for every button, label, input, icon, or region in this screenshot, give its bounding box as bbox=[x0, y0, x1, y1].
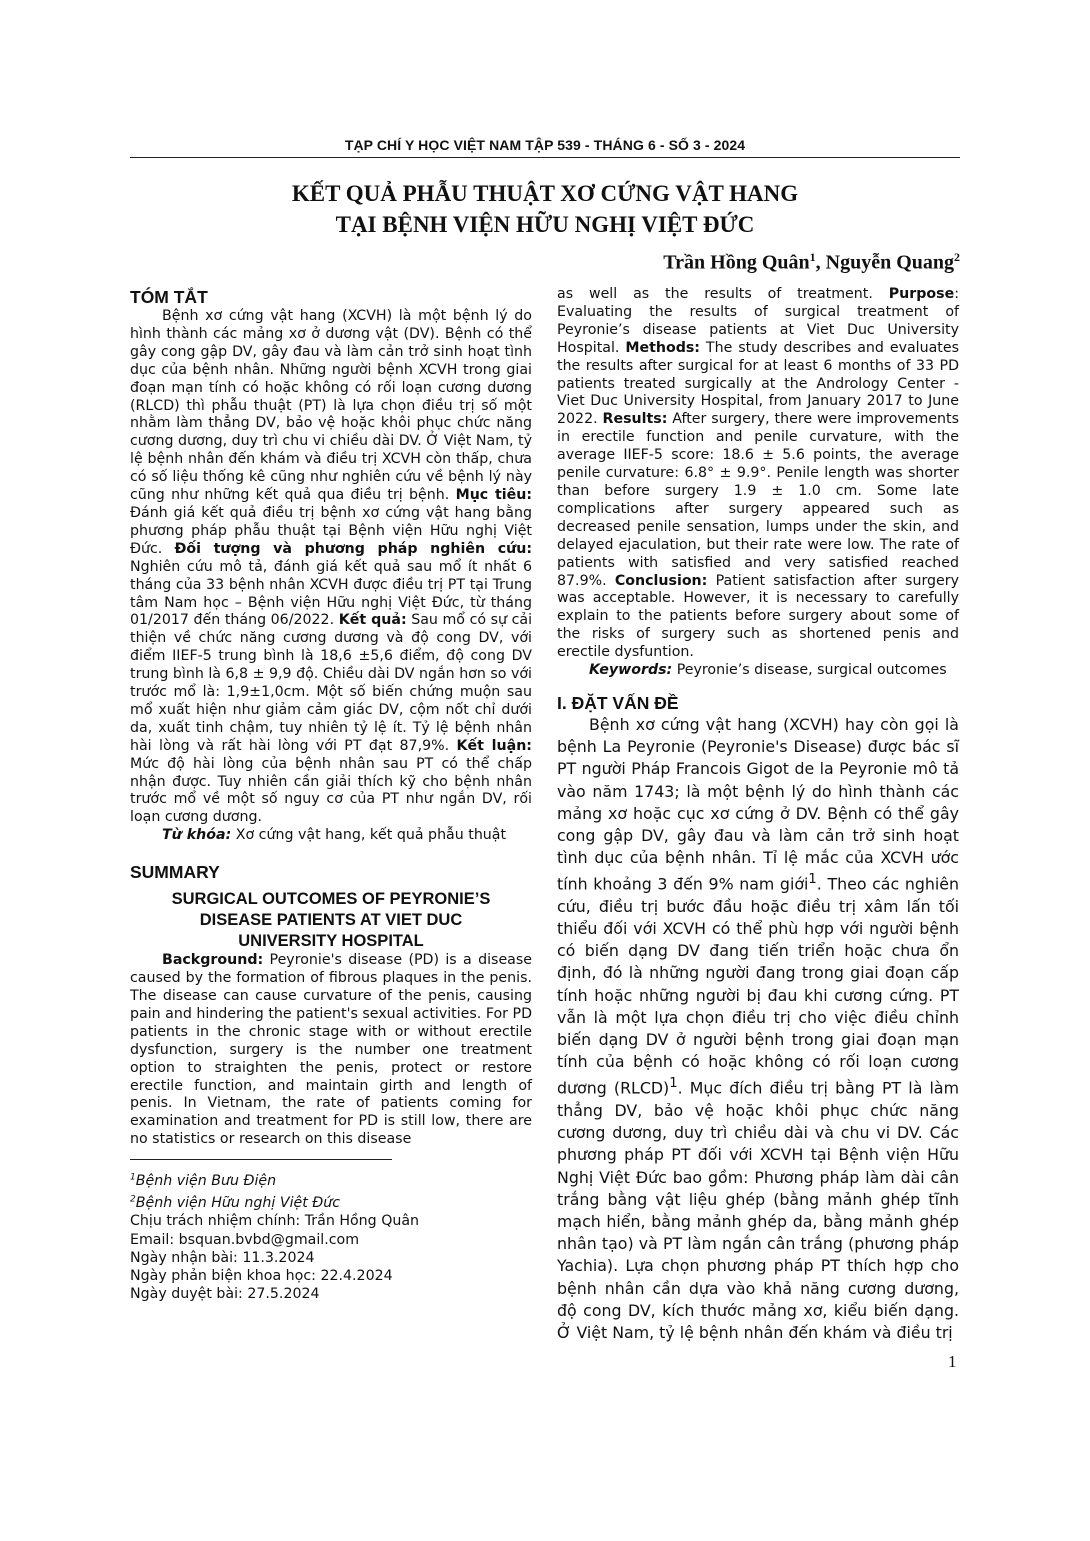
reference-2: 1 bbox=[669, 1076, 678, 1092]
purpose-text: : Evaluating the results of surgical treatment of Peyronie’s disease patients at Viet Duc University Hospital. bbox=[557, 286, 959, 356]
affiliation-2 bbox=[130, 1190, 532, 1212]
conclusion-text-en: Patient satisfaction after surgery was acceptable. However, it is necessary to carefully explain to the patients before surgery about some of the risks of surgery such as shortened penis and erectile dysfuntion. bbox=[557, 572, 959, 661]
abstract-en-paragraph-continued bbox=[557, 286, 959, 662]
affiliation-1 bbox=[130, 1168, 532, 1190]
affiliation-1-text: Bệnh viện Bưu Điện bbox=[135, 1172, 277, 1189]
author-2-affiliation-mark: 2 bbox=[954, 250, 960, 264]
english-title bbox=[130, 889, 532, 952]
keywords-vi-text: Xơ cứng vật hang, kết quả phẫu thuật bbox=[235, 827, 507, 844]
title-line-1: KẾT QUẢ PHẪU THUẬT XƠ CỨNG VẬT HANG bbox=[291, 181, 799, 206]
english-title-line-2: DISEASE PATIENTS AT VIET DUC bbox=[199, 911, 463, 930]
objective-label: Mục tiêu: bbox=[455, 487, 532, 504]
methods-label-vi: Đối tượng và phương pháp nghiên cứu: bbox=[174, 540, 532, 557]
introduction-heading: I. ĐẶT VẤN ĐỀ bbox=[557, 692, 679, 713]
accepted-date: Ngày duyệt bài: 27.5.2024 bbox=[130, 1286, 320, 1303]
affiliation-1-mark: 1 bbox=[130, 1172, 136, 1183]
introduction-text-3: . Mục đích điều trị bằng PT là làm thẳng DV, bảo vệ hoặc khôi phục chức năng cương dương, duy trì chiều dài và chu vi DV. Các phương pháp PT đối với XCVH tại Bệnh viện Hữu Nghị Việt Đức bao gồm: Phương pháp làm dài cân trắng bằng vật liệu ghép (bằng mảnh ghép tĩnh mạch hiển, bằng mảnh ghép da, bằng mảnh ghép nhân tạo) và PT làm ngắn cân trắng (phương pháp Yachia). Lựa chọn phương pháp PT thích hợp cho bệnh nhân cần dựa vào khả năng cương dương, độ cong DV, kích thước mảng xơ, kiểu biến dạng. Ở Việt Nam, tỷ lệ bệnh nhân đến khám và điều trị bbox=[557, 1078, 959, 1342]
abstract-en-paragraph-start bbox=[130, 952, 532, 1149]
results-text-en: After surgery, there were improvements in erectile function and penile curvature, with the average IIEF-5 score: 18.6 ± 5.6 points, the average penile curvature: 6.8° ± 9.9°. Penile length was shorter than before surgery 1.9 ± 1.0 cm. Some late complications after surgery appeared such as decreased penile sensation, lumps under the skin, and delayed ejaculation, but their rate were low. The rate of patients with satisfied and very satisfied reached 87.9%. bbox=[557, 411, 959, 589]
purpose-label: Purpose bbox=[888, 286, 955, 302]
keywords-vi-label: Từ khóa: bbox=[162, 827, 232, 844]
received-date: Ngày nhận bài: 11.3.2024 bbox=[130, 1249, 315, 1266]
abstract-vi-intro: Bệnh xơ cứng vật hang (XCVH) là một bệnh lý do hình thành các mảng xơ ở dương vật (DV). Bệnh có thể gây cong gập DV, gây đau và làm cản trở sinh hoạt tình dục của bệnh nhân. Những người bệnh XCVH trong giai đoạn mạn tính có hoặc không có rối loạn cương dương (RLCD) thì phẫu thuật (PT) là lựa chọn điều trị số một nhằm làm thẳng DV, bảo vệ hoặc khôi phục chức năng cương dương, duy trì chu vi chiều dài DV. Ở Việt Nam, tỷ lệ bệnh nhân đến khám và điều trị XCVH còn thấp, chưa có số liệu thống kê cũng như nghiên cứu về bệnh lý này cũng như những kết quả qua điều trị bệnh. bbox=[130, 308, 532, 504]
objective-text: Đánh giá kết quả điều trị bệnh xơ cứng vật hang bằng phương pháp phẫu thuật tại Bệnh viện Hữu nghị Việt Đức. bbox=[130, 504, 532, 557]
results-label-vi: Kết quả: bbox=[338, 612, 407, 629]
author-separator: , bbox=[815, 251, 826, 274]
corresponding-author: Chịu trách nhiệm chính: Trần Hồng Quân bbox=[130, 1213, 420, 1230]
introduction-text-2: . Theo các nghiên cứu, điều trị bước đầu hoặc điều trị xâm lấn tối thiểu đối với XCVH có thể phù hợp với người bệnh có biến dạng DV đang tiến triển hoặc chưa ổn định, đó là những người đang trong giai đoạn cấp tính hoặc những người bị đau khi cương cứng. PT vẫn là một lựa chọn điều trị cho việc điều chỉnh biến dạng DV ở người bệnh trong giai đoạn mạn tính của bệnh có hoặc không có rối loạn cương dương (RLCD) bbox=[557, 874, 959, 1098]
background-label: Background: bbox=[162, 952, 264, 969]
english-title-line-1: SURGICAL OUTCOMES OF PEYRONIE’S bbox=[171, 890, 491, 909]
reference-1: 1 bbox=[808, 872, 817, 888]
results-text-vi: Sau mổ có sự cải thiện về chức năng cương dương và độ cong DV, với điểm IIEF-5 trung bình là 18,6 ±5,6 điểm, độ cong DV trung bình là 6,8 ± 9,9 độ. Chiều dài DV ngắn hơn so với trước mổ là: 1,9±1,0cm. Một số biến chứng muộn sau mổ xuất hiện như giảm cảm giác DV, cộm nốt chỉ dưới da, xuất tinh chậm, tuy nhiên tỷ lệ ít. Tỷ lệ bệnh nhân hài lòng và rất hài lòng với PT đạt 87,9%. bbox=[130, 612, 533, 754]
footnote-rule bbox=[130, 1159, 392, 1160]
running-header: TẠP CHÍ Y HỌC VIỆT NAM TẬP 539 - THÁNG 6 - SỐ 3 - 2024 bbox=[344, 137, 746, 153]
conclusion-label-vi: Kết luận: bbox=[456, 737, 532, 754]
email-line: Email: bsquan.bvbd@gmail.com bbox=[130, 1231, 360, 1248]
methods-text-vi: Nghiên cứu mô tả, đánh giá kết quả sau mổ ít nhất 6 tháng của 33 bệnh nhân XCVH được điều trị PT tại Trung tâm Nam học – Bệnh viện Hữu nghị Việt Đức, từ tháng 01/2017 đến tháng 06/2022. bbox=[130, 558, 532, 629]
article-title bbox=[130, 178, 960, 240]
methods-text-en: The study describes and evaluates the results after surgical for at least 6 months of 33 PD patients treated surgically at the Andrology Center - Viet Duc University Hospital, from January 2017 to June 2022. bbox=[557, 339, 959, 428]
introduction-paragraph bbox=[557, 714, 959, 1344]
conclusion-label-en: Conclusion: bbox=[614, 572, 708, 589]
keywords-en-label: Keywords: bbox=[589, 662, 673, 679]
abstract-en-heading: SUMMARY bbox=[130, 862, 220, 883]
conclusion-text-vi: Mức độ hài lòng của bệnh nhân sau PT có thể chấp nhận được. Tuy nhiên cần giải thích kỹ cho bệnh nhân trước mổ về một số nguy cơ của PT như ngắn DV, rối loạn cương dương. bbox=[130, 755, 532, 826]
results-label-en: Results: bbox=[602, 411, 668, 428]
background-text-right: as well as the results of treatment. bbox=[557, 286, 873, 302]
abstract-vi-heading: TÓM TẮT bbox=[130, 287, 208, 307]
author-2: Nguyễn Quang bbox=[825, 251, 954, 274]
keywords-en-text: Peyronie’s disease, surgical outcomes bbox=[676, 662, 947, 679]
introduction-text-1: Bệnh xơ cứng vật hang (XCVH) hay còn gọi là bệnh La Peyronie (Peyronie's Disease) được bác sĩ PT người Pháp Francois Gigot de la Peyronie mô tả vào năm 1743; là một bệnh lý do hình thành các mảng xơ hoặc cục xơ cứng ở DV. Bệnh có thể gây cong gập DV, gây đau và làm cản trở sinh hoạt tình dục của bệnh nhân. Tỉ lệ mắc của XCVH ước tính khoảng 3 đến 9% nam giới bbox=[557, 714, 959, 894]
left-column bbox=[130, 286, 532, 1304]
title-line-2: TẠI BỆNH VIỆN HỮU NGHỊ VIỆT ĐỨC bbox=[335, 212, 755, 237]
abstract-vi-paragraph bbox=[130, 308, 532, 827]
keywords-en bbox=[557, 662, 959, 680]
footnotes bbox=[130, 1168, 532, 1304]
review-date: Ngày phản biện khoa học: 22.4.2024 bbox=[130, 1268, 393, 1285]
header-rule bbox=[130, 157, 960, 158]
keywords-vi bbox=[130, 827, 532, 845]
english-title-line-3: UNIVERSITY HOSPITAL bbox=[238, 932, 424, 951]
author-1: Trần Hồng Quân bbox=[663, 251, 810, 274]
page-number: 1 bbox=[948, 1352, 957, 1371]
background-text-left: Peyronie's disease (PD) is a disease caused by the formation of fibrous plaques in the penis. The disease can cause curvature of the penis, causing pain and hindering the patient's sexual activities. For PD patients in the chronic stage with or without erectile dysfunction, surgery is the number one treatment option to straighten the penis, protect or restore erectile function, and maintain girth and length of penis. In Vietnam, the rate of patients coming for examination and treatment for PD is still low, there are no statistics or research on this disease bbox=[130, 952, 532, 1148]
right-column bbox=[557, 286, 959, 1344]
affiliation-2-mark: 2 bbox=[130, 1194, 136, 1205]
methods-label-en: Methods: bbox=[625, 339, 700, 356]
affiliation-2-text: Bệnh viện Hữu nghị Việt Đức bbox=[135, 1194, 341, 1211]
author-list bbox=[663, 250, 960, 275]
author-1-affiliation-mark: 1 bbox=[809, 250, 816, 264]
